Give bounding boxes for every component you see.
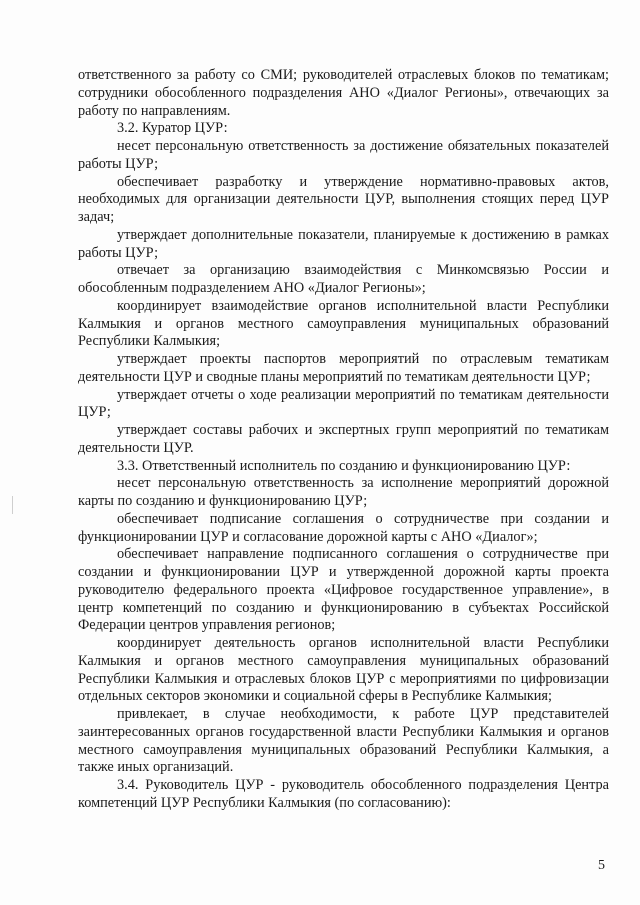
paragraph: отвечает за организацию взаимодействия с Минкомсвязью России и обособленным подразделением АНО «Диалог Регионы»; xyxy=(78,262,609,296)
paragraph-continuation: ответственного за работу со СМИ; руководителей отраслевых блоков по тематикам; сотрудники обособленного подразделения АНО «Диалог Регионы», отвечающих за работу по направлениям. xyxy=(78,67,609,119)
paragraph: обеспечивает разработку и утверждение нормативно-правовых актов, необходимых для организации деятельности ЦУР, выполнения стоящих перед ЦУР задач; xyxy=(78,173,609,225)
scan-margin-mark xyxy=(12,496,13,514)
paragraph: обеспечивает направление подписанного соглашения о сотрудничестве при создании и функционировании ЦУР и утвержденной дорожной карты проекта руководителю федерального проекта «Цифровое государственное управление», в центр компетенций по созданию и функционированию в субъектах Российской Федерации центров управления регионов; xyxy=(78,546,609,634)
page-number: 5 xyxy=(598,858,605,873)
paragraph: утверждает проекты паспортов мероприятий по отраслевым тематикам деятельности ЦУР и сводные планы мероприятий по тематикам деятельности ЦУР; xyxy=(78,351,609,385)
paragraph: утверждает дополнительные показатели, планируемые к достижению в рамках работы ЦУР; xyxy=(78,226,609,261)
paragraph: привлекает, в случае необходимости, к работе ЦУР представителей заинтересованных органов государственной власти Республики Калмыкия и органов местного самоуправления муниципальных образований Республики Калмыкия, а также иных организаций. xyxy=(78,706,609,776)
paragraph: утверждает составы рабочих и экспертных групп мероприятий по тематикам деятельности ЦУР. xyxy=(78,422,609,456)
paragraph: координирует деятельность органов исполнительной власти Республики Калмыкия и органов местного самоуправления муниципальных образований Республики Калмыкия и отраслевых блоков ЦУР с мероприятиями по цифровизации отдельных секторов экономики и социальной сферы в Республике Калмыкия; xyxy=(78,635,609,705)
paragraph: координирует взаимодействие органов исполнительной власти Республики Калмыкия и органов местного самоуправления муниципальных образований Республики Калмыкия; xyxy=(78,297,609,350)
document-body xyxy=(78,67,609,813)
section-heading-3-4: 3.4. Руководитель ЦУР - руководитель обособленного подразделения Центра компетенций ЦУР Республики Калмыкия (по согласованию): xyxy=(78,777,609,811)
section-heading-3-3: 3.3. Ответственный исполнитель по созданию и функционированию ЦУР: xyxy=(117,457,571,474)
section-heading-3-2: 3.2. Куратор ЦУР: xyxy=(117,120,228,137)
paragraph: несет персональную ответственность за исполнение мероприятий дорожной карты по созданию и функционированию ЦУР; xyxy=(78,475,609,509)
paragraph: несет персональную ответственность за достижение обязательных показателей работы ЦУР; xyxy=(78,138,609,172)
paragraph: утверждает отчеты о ходе реализации мероприятий по тематикам деятельности ЦУР; xyxy=(78,386,609,421)
paragraph: обеспечивает подписание соглашения о сотрудничестве при создании и функционировании ЦУР и согласование дорожной карты с АНО «Диалог»; xyxy=(78,510,609,545)
